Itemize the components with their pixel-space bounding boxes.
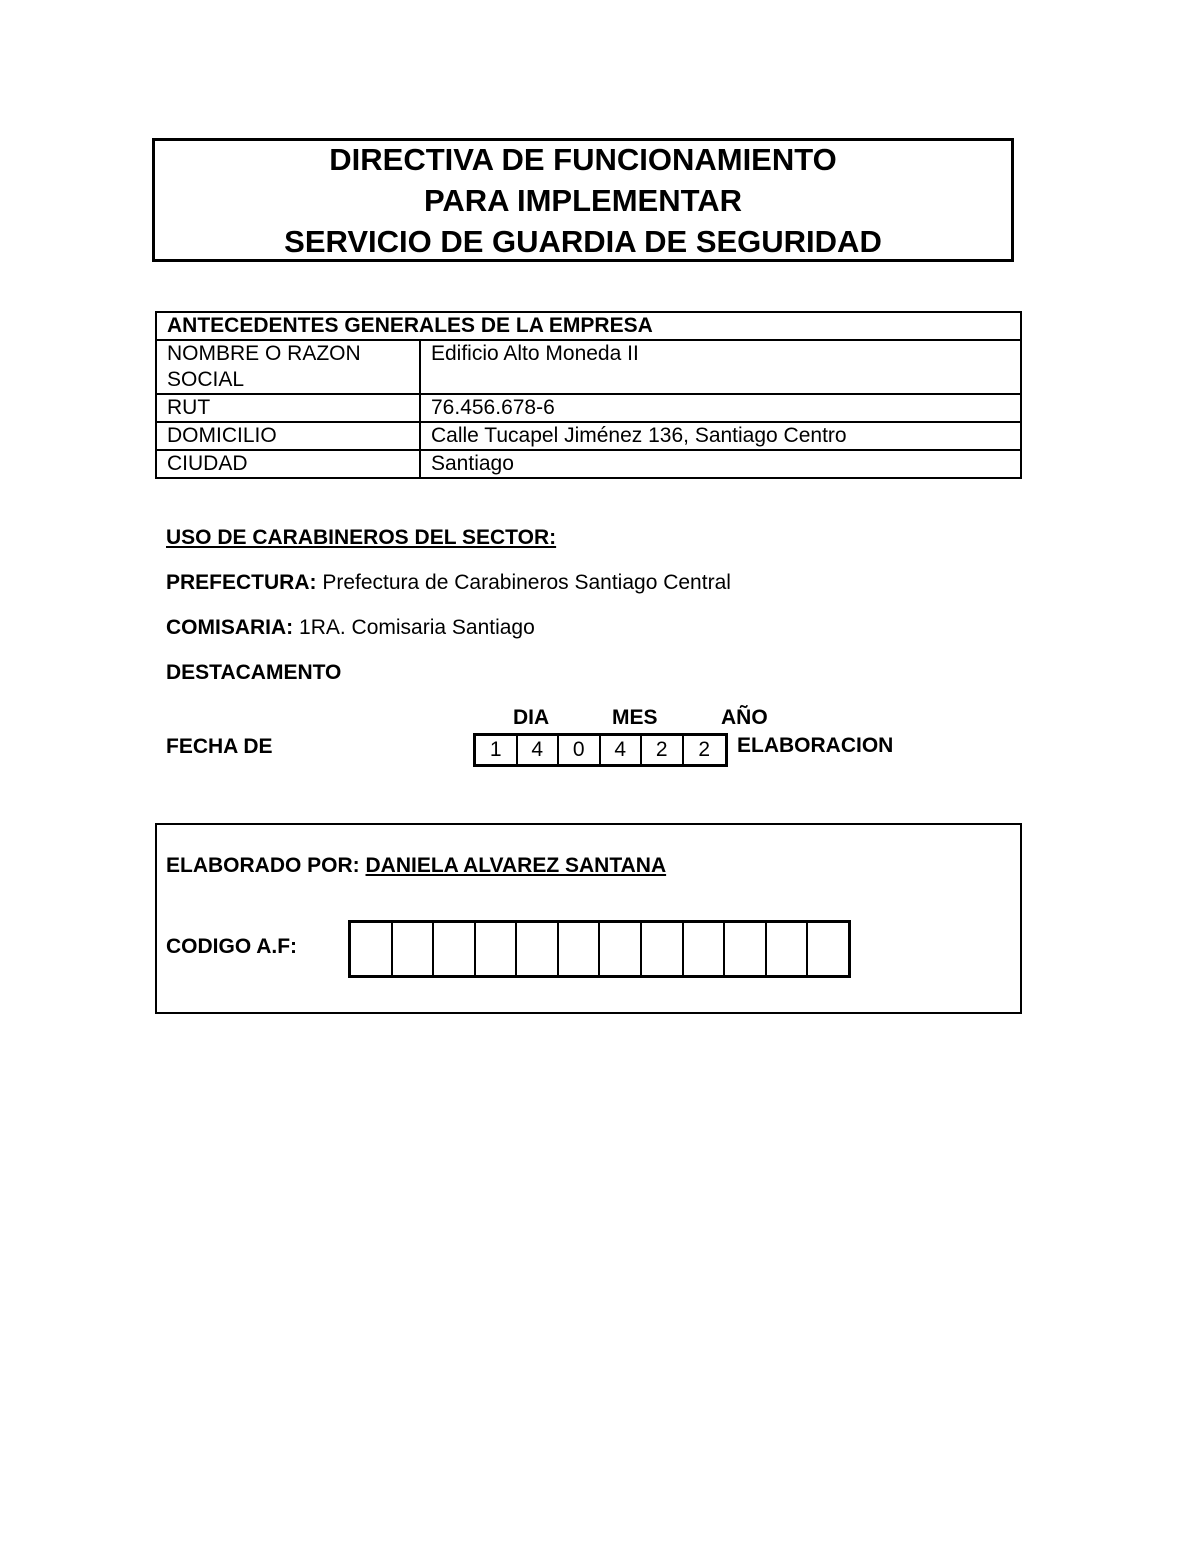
author-name: DANIELA ALVAREZ SANTANA xyxy=(365,854,667,877)
date-digit-cell: 2 xyxy=(642,736,684,764)
codigo-label: CODIGO A.F: xyxy=(166,935,298,958)
row-label-rut: RUT xyxy=(156,394,420,422)
codigo-cell[interactable] xyxy=(725,923,767,975)
date-digit-cell: 2 xyxy=(698,738,711,761)
codigo-cell[interactable] xyxy=(393,923,435,975)
row-value-ciudad: Santiago xyxy=(420,450,1021,478)
date-digit-cell: 0 xyxy=(559,736,601,764)
fecha-label-field xyxy=(166,735,273,759)
codigo-cell[interactable] xyxy=(434,923,476,975)
row-label-nombre: NOMBRE O RAZON SOCIAL xyxy=(156,340,420,394)
date-header-month: MES xyxy=(612,706,658,729)
codigo-cell[interactable] xyxy=(517,923,559,975)
codigo-field xyxy=(166,935,297,959)
carabineros-heading-text: USO DE CARABINEROS DEL SECTOR: xyxy=(166,526,557,549)
codigo-af-input[interactable] xyxy=(348,920,851,978)
elaborado-por-label: ELABORADO POR: xyxy=(166,854,360,877)
date-digit-cell: 1 xyxy=(476,736,518,764)
date-digit-cell: 4 xyxy=(518,736,560,764)
date-digit-cell: 4 xyxy=(601,736,643,764)
document-title-box xyxy=(152,138,1014,262)
destacamento-label: DESTACAMENTO xyxy=(166,661,342,684)
elaborado-por-field xyxy=(166,854,666,878)
title-line-2: PARA IMPLEMENTAR xyxy=(423,182,743,218)
table-row xyxy=(156,340,1021,394)
comisaria-label: COMISARIA: xyxy=(166,616,294,639)
date-header-year: AÑO xyxy=(721,706,768,729)
codigo-cell[interactable] xyxy=(476,923,518,975)
prefectura-value: Prefectura de Carabineros Santiago Central xyxy=(322,571,731,594)
company-table-header-row xyxy=(156,312,1021,340)
elaboracion-label: ELABORACION xyxy=(737,734,894,757)
table-row xyxy=(156,394,1021,422)
codigo-cell[interactable] xyxy=(642,923,684,975)
codigo-cell[interactable] xyxy=(559,923,601,975)
title-line-3: SERVICIO DE GUARDIA DE SEGURIDAD xyxy=(284,223,882,259)
codigo-cell[interactable] xyxy=(600,923,642,975)
company-info-table xyxy=(155,311,1022,479)
date-digit-box xyxy=(473,733,728,767)
prefectura-label: PREFECTURA: xyxy=(166,571,317,594)
comisaria-value: 1RA. Comisaria Santiago xyxy=(299,616,535,639)
row-label-ciudad: CIUDAD xyxy=(156,450,420,478)
prefectura-field xyxy=(166,571,731,595)
fecha-label: FECHA DE xyxy=(166,735,273,758)
row-value-domicilio: Calle Tucapel Jiménez 136, Santiago Centro xyxy=(420,422,1021,450)
row-value-rut: 76.456.678-6 xyxy=(420,394,1021,422)
codigo-cell[interactable] xyxy=(808,923,848,975)
company-table-header: ANTECEDENTES GENERALES DE LA EMPRESA xyxy=(156,312,1021,340)
row-label-domicilio: DOMICILIO xyxy=(156,422,420,450)
codigo-cell[interactable] xyxy=(767,923,809,975)
comisaria-field xyxy=(166,616,535,640)
table-row xyxy=(156,422,1021,450)
title-line-1: DIRECTIVA DE FUNCIONAMIENTO xyxy=(329,141,837,177)
destacamento-field xyxy=(166,661,341,685)
row-value-nombre: Edificio Alto Moneda II xyxy=(420,340,1021,394)
codigo-cell[interactable] xyxy=(351,923,393,975)
codigo-cell[interactable] xyxy=(684,923,726,975)
date-header-day: DIA xyxy=(513,706,550,729)
table-row xyxy=(156,450,1021,478)
author-box xyxy=(155,823,1022,1014)
carabineros-heading xyxy=(166,526,556,550)
